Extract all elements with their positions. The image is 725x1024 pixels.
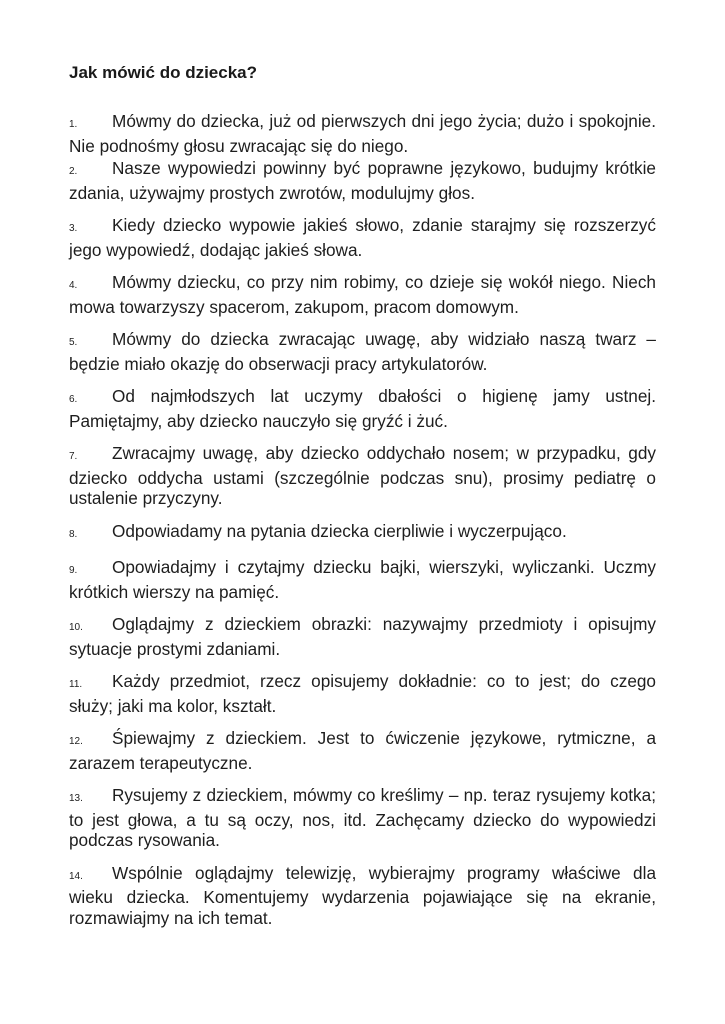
- item-text: Odpowiadamy na pytania dziecka cierpliwie i wyczerpująco.: [112, 520, 567, 541]
- item-text: Mówmy do dziecka, już od pierwszych dni jego życia; dużo i spokojnie. Nie podnośmy głosu zwracając się do niego.: [69, 111, 656, 156]
- item-text: Kiedy dziecko wypowie jakieś słowo, zdanie starajmy się rozszerzyć jego wypowiedź, dodając jakieś słowa.: [69, 215, 656, 260]
- item-text: Śpiewajmy z dzieckiem. Jest to ćwiczenie językowe, rytmiczne, a zarazem terapeutyczne.: [69, 728, 656, 773]
- item-number: 7.: [69, 451, 78, 462]
- item-text: Wspólnie oglądajmy telewizję, wybierajmy programy właściwe dla wieku dziecka. Komentujemy wydarzenia pojawiające się na ekranie, rozmawiajmy na ich temat.: [69, 862, 656, 928]
- list-item-4: [69, 272, 656, 317]
- list-item-10: [69, 614, 656, 659]
- item-text: Od najmłodszych lat uczymy dbałości o higienę jamy ustnej. Pamiętajmy, aby dziecko nauczyło się gryźć i żuć.: [69, 386, 656, 431]
- item-text: Opowiadajmy i czytajmy dziecku bajki, wierszyki, wyliczanki. Uczmy krótkich wierszy na pamięć.: [69, 557, 656, 602]
- list-item-8: [69, 521, 656, 546]
- item-number: 1.: [69, 119, 78, 130]
- document-page: [69, 63, 656, 940]
- item-text: Każdy przedmiot, rzecz opisujemy dokładnie: co to jest; do czego służy; jaki ma kolor, kształt.: [69, 671, 656, 716]
- item-text: Rysujemy z dzieckiem, mówmy co kreślimy – np. teraz rysujemy kotka; to jest głowa, a tu są oczy, nos, itd. Zachęcamy dziecko do wypowiedzi podczas rysowania.: [69, 785, 656, 850]
- item-number: 13.: [69, 793, 83, 804]
- item-number: 14.: [69, 870, 83, 882]
- item-number: 3.: [69, 223, 78, 234]
- list-item-14: [69, 863, 656, 929]
- list-item-5: [69, 329, 656, 374]
- list-item-13: [69, 785, 656, 851]
- page-title: Jak mówić do dziecka?: [69, 63, 258, 82]
- list-item-3: [69, 215, 656, 260]
- list-item-6: [69, 386, 656, 431]
- item-number: 11.: [69, 679, 83, 690]
- item-text: Oglądajmy z dzieckiem obrazki: nazywajmy przedmioty i opisujmy sytuacje prostymi zdaniami.: [69, 614, 656, 659]
- item-number: 2.: [69, 166, 78, 177]
- item-number: 10.: [69, 622, 83, 633]
- list-item-2: [69, 158, 656, 203]
- item-text: Nasze wypowiedzi powinny być poprawne językowo, budujmy krótkie zdania, używajmy prostych zwrotów, modulujmy głos.: [69, 158, 656, 203]
- item-number: 9.: [69, 565, 78, 576]
- list-item-7: [69, 443, 656, 509]
- list-item-12: [69, 728, 656, 773]
- item-number: 12.: [69, 736, 83, 747]
- list-item-11: [69, 671, 656, 716]
- item-number: 4.: [69, 280, 78, 291]
- item-text: Mówmy do dziecka zwracając uwagę, aby widziało naszą twarz – będzie miało okazję do obserwacji pracy artykulatorów.: [69, 329, 656, 374]
- item-number: 5.: [69, 337, 78, 348]
- list-item-9: [69, 557, 656, 602]
- item-number: 6.: [69, 394, 78, 405]
- list-item-1: [69, 111, 656, 156]
- item-text: Mówmy dziecku, co przy nim robimy, co dzieje się wokół niego. Niech mowa towarzyszy spacerom, zakupom, pracom domowym.: [69, 272, 656, 317]
- item-number: 8.: [69, 528, 78, 540]
- item-text: Zwracajmy uwagę, aby dziecko oddychało nosem; w przypadku, gdy dziecko oddycha ustami (szczególnie podczas snu), prosimy pediatrę o ustalenie przyczyny.: [69, 443, 656, 508]
